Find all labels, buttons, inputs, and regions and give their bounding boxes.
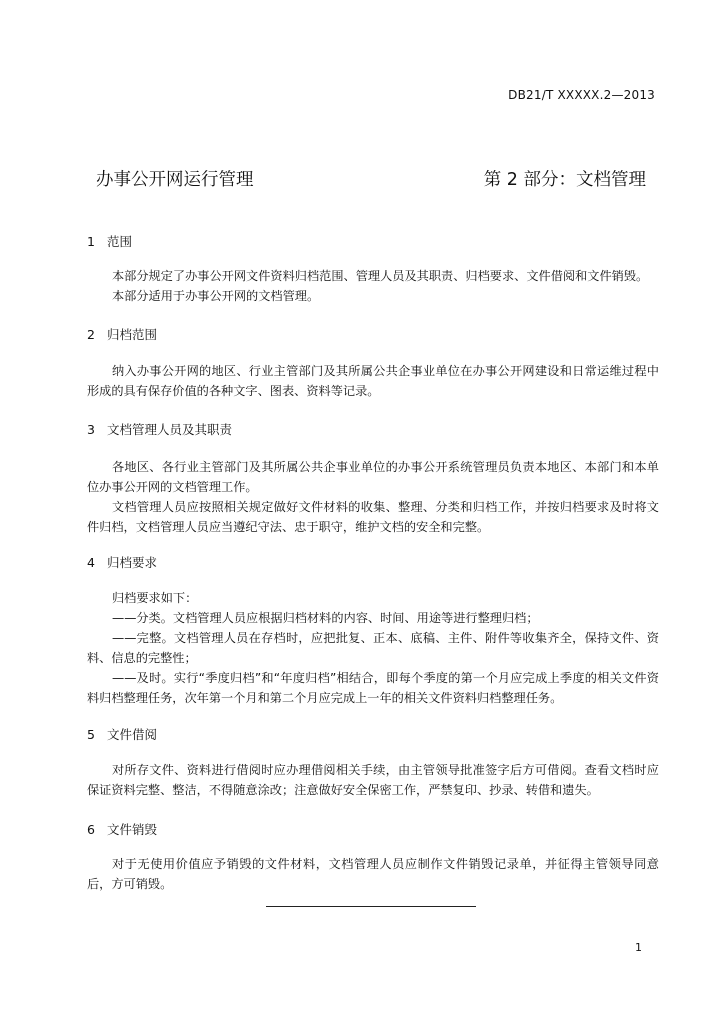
section-heading-borrowing xyxy=(87,725,157,743)
section-title: 归档要求 xyxy=(107,555,158,570)
paragraph: 对所存文件、资料进行借阅时应办理借阅相关手续，由主管领导批准签字后方可借阅。查看文档时应保证资料完整、整洁，不得随意涂改；注意做好安全保密工作，严禁复印、抄录、转借和遗失。 xyxy=(87,763,659,797)
section-number: 6 xyxy=(87,822,95,837)
page-number: 1 xyxy=(635,941,642,954)
section-body-personnel xyxy=(87,457,659,537)
section-number: 5 xyxy=(87,727,95,742)
section-title: 文件销毁 xyxy=(107,822,158,837)
paragraph: 本部分规定了办事公开网文件资料归档范围、管理人员及其职责、归档要求、文件借阅和文件销毁。 xyxy=(112,269,649,283)
list-item: ——及时。实行“季度归档”和“年度归档”相结合，即每个季度的第一个月应完成上季度的相关文件资料归档整理任务，次年第一个月和第二个月应完成上一年的相关文件资料归档整理任务。 xyxy=(87,671,659,705)
section-heading-archive-scope xyxy=(87,325,157,343)
section-title: 范围 xyxy=(107,234,133,249)
section-title: 文档管理人员及其职责 xyxy=(107,422,233,437)
paragraph: 各地区、各行业主管部门及其所属公共企事业单位的办事公开系统管理员负责本地区、本部门和本单位办事公开网的文档管理工作。 xyxy=(87,460,659,494)
paragraph: 归档要求如下： xyxy=(112,591,198,605)
section-heading-requirements xyxy=(87,553,157,571)
document-part-title: 第 2 部分：文档管理 xyxy=(483,170,646,190)
section-heading-scope xyxy=(87,232,132,250)
paragraph: 本部分适用于办事公开网的文档管理。 xyxy=(112,289,320,303)
section-number: 3 xyxy=(87,422,95,437)
section-heading-destruction xyxy=(87,820,157,838)
section-number: 4 xyxy=(87,555,95,570)
section-title: 文件借阅 xyxy=(107,727,158,742)
end-divider xyxy=(266,906,476,907)
standard-code: DB21/T XXXXX.2—2013 xyxy=(508,88,655,102)
list-item: ——分类。文档管理人员应根据归档材料的内容、时间、用途等进行整理归档； xyxy=(112,611,539,625)
section-body-archive-scope xyxy=(87,361,659,401)
paragraph: 对于无使用价值应予销毁的文件材料，文档管理人员应制作文件销毁记录单，并征得主管领导同意后，方可销毁。 xyxy=(87,857,659,891)
list-item: ——完整。文档管理人员在存档时，应把批复、正本、底稿、主件、附件等收集齐全，保持文件、资料、信息的完整性； xyxy=(87,631,659,665)
section-body-requirements xyxy=(87,588,659,708)
section-title: 归档范围 xyxy=(107,327,158,342)
document-title: 办事公开网运行管理 xyxy=(96,170,254,190)
section-body-destruction xyxy=(87,854,659,894)
section-body-borrowing xyxy=(87,760,659,800)
section-body-scope xyxy=(87,266,659,306)
paragraph: 纳入办事公开网的地区、行业主管部门及其所属公共企事业单位在办事公开网建设和日常运维过程中形成的具有保存价值的各种文字、图表、资料等记录。 xyxy=(87,364,659,398)
section-number: 1 xyxy=(87,234,95,249)
paragraph: 文档管理人员应按照相关规定做好文件材料的收集、整理、分类和归档工作，并按归档要求及时将文件归档，文档管理人员应当遵纪守法、忠于职守，维护文档的安全和完整。 xyxy=(87,500,659,534)
section-heading-personnel xyxy=(87,420,232,438)
section-number: 2 xyxy=(87,327,95,342)
